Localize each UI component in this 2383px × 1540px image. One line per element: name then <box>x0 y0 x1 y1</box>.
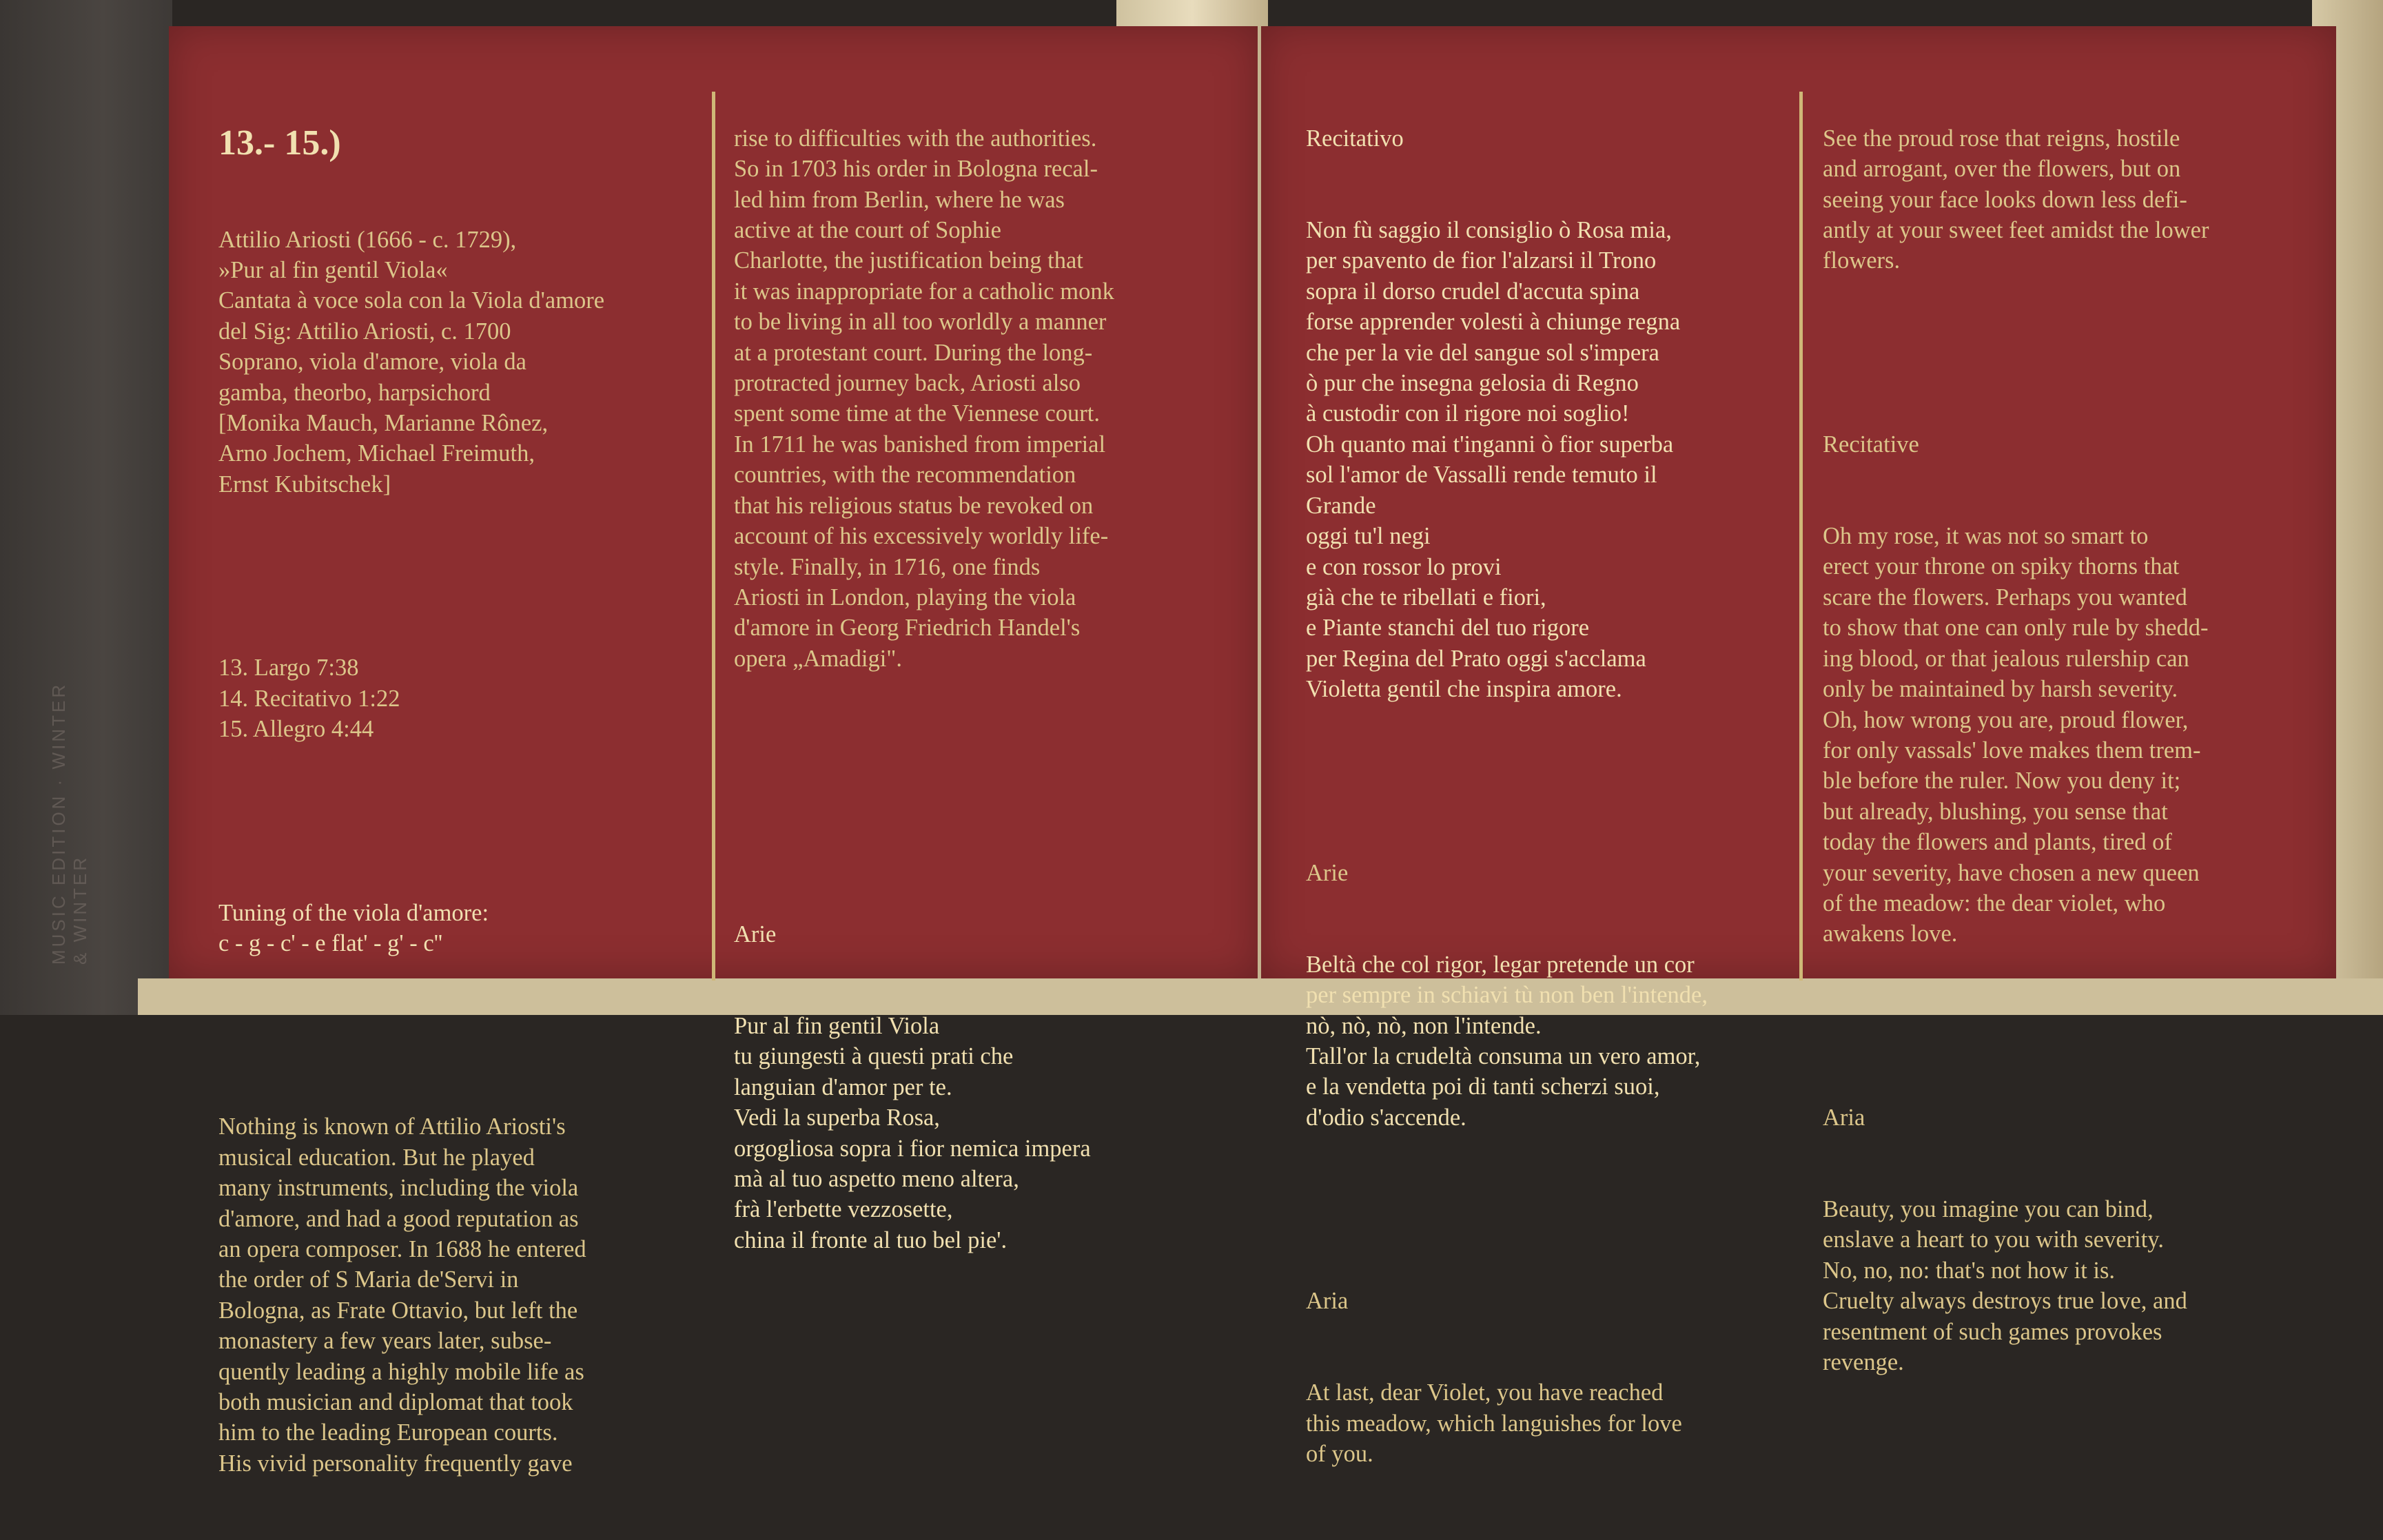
text-line: frà l'erbette vezzosette, <box>734 1196 953 1223</box>
text-line: nò, nò, nò, non l'intende. <box>1306 1012 1542 1039</box>
text-line: gamba, theorbo, harpsichord <box>218 379 491 406</box>
text-line: 14. Recitativo 1:22 <box>218 685 400 712</box>
text-line: protracted journey back, Ariosti also <box>734 370 1081 397</box>
text-line: d'amore in Georg Friedrich Handel's <box>734 615 1081 641</box>
text-line: Charlotte, the justification being that <box>734 247 1083 274</box>
text-line: today the flowers and plants, tired of <box>1823 829 2172 856</box>
text-line: Ernst Kubitschek] <box>218 471 391 497</box>
text-line: him to the leading European courts. <box>218 1419 558 1446</box>
booklet-right-page <box>1261 26 2336 1468</box>
text-line: Beauty, you imagine you can bind, <box>1823 1196 2154 1222</box>
column-divider <box>712 92 715 981</box>
arie-lyrics <box>734 1011 1114 1255</box>
text-line: Violetta gentil che inspira amore. <box>1306 676 1622 703</box>
text-line: active at the court of Sophie <box>734 217 1001 244</box>
aria-heading: Aria <box>1306 1288 1349 1315</box>
text-line: enslave a heart to you with severity. <box>1823 1226 2164 1253</box>
track-range-heading: 13.- 15.) <box>218 123 341 163</box>
text-line: d'amore, and had a good reputation as <box>218 1205 579 1232</box>
text-line: At last, dear Violet, you have reached <box>1306 1379 1664 1406</box>
text-line: e con rossor lo provi <box>1306 553 1502 580</box>
text-line: à custodir con il rigore noi soglio! <box>1306 400 1630 427</box>
text-line: spent some time at the Viennese court. <box>734 400 1100 427</box>
text-line: Oh quanto mai t'inganni ò fior superba <box>1306 431 1674 458</box>
text-line: it was inappropriate for a catholic monk <box>734 278 1114 305</box>
text-line: Nothing is known of Attilio Ariosti's <box>218 1113 566 1140</box>
text-line: e la vendetta poi di tanti scherzi suoi, <box>1306 1074 1660 1100</box>
text-line: this meadow, which languishes for love <box>1306 1410 1682 1437</box>
column-4 <box>1823 62 2209 1439</box>
text-line: countries, with the recommendation <box>734 462 1076 489</box>
tuning-block <box>218 898 604 959</box>
text-line: seeing your face looks down less defi- <box>1823 186 2187 213</box>
text-line: erect your throne on spiky thorns that <box>1823 553 2180 580</box>
text-line: for only vassals' love makes them trem- <box>1823 737 2201 763</box>
text-line: »Pur al fin gentil Viola« <box>218 257 448 284</box>
text-line: antly at your sweet feet amidst the lower <box>1823 217 2209 244</box>
text-line: forse apprender volesti à chiunge regna <box>1306 309 1681 336</box>
recitativo-lyrics <box>1306 215 1708 705</box>
text-line: your severity, have chosen a new queen <box>1823 859 2200 886</box>
text-line: monastery a few years later, subse- <box>218 1328 552 1355</box>
work-info-block <box>218 225 604 500</box>
text-line: an opera composer. In 1688 he entered <box>218 1235 586 1262</box>
text-line: quently leading a highly mobile life as <box>218 1358 584 1385</box>
text-line: Vedi la superba Rosa, <box>734 1105 940 1131</box>
text-line: His vivid personality frequently gave <box>218 1450 573 1477</box>
text-line: revenge. <box>1823 1349 1904 1376</box>
text-line: scare the flowers. Perhaps you wanted <box>1823 584 2187 610</box>
text-line: In 1711 he was banished from imperial <box>734 431 1106 458</box>
arie-lyrics <box>1306 949 1708 1133</box>
translation-intro <box>1823 123 2209 276</box>
text-line: per sempre in schiavi tù non ben l'intende, <box>1306 982 1708 1009</box>
text-line: e Piante stanchi del tuo rigore <box>1306 615 1590 641</box>
text-line: Tuning of the viola d'amore: <box>218 899 489 926</box>
column-divider <box>1799 92 1803 981</box>
binder-left-panel <box>0 0 172 1015</box>
text-line: both musician and diplomat that took <box>218 1389 573 1416</box>
text-line: many instruments, including the viola <box>218 1175 579 1202</box>
text-line: tu giungesti à questi prati che <box>734 1043 1014 1070</box>
text-line: at a protestant court. During the long- <box>734 339 1093 366</box>
text-line: ble before the ruler. Now you deny it; <box>1823 768 2181 794</box>
text-line: 13. Largo 7:38 <box>218 655 359 681</box>
text-line: sopra il dorso crudel d'accuta spina <box>1306 278 1640 305</box>
aria-translation <box>1306 1377 1708 1469</box>
text-line: ò pur che insegna gelosia di Regno <box>1306 370 1639 397</box>
text-line: Grande <box>1306 492 1376 519</box>
text-line: musical education. But he played <box>218 1144 535 1171</box>
text-line: orgogliosa sopra i fior nemica impera <box>734 1135 1091 1162</box>
text-line: Non fù saggio il consiglio ò Rosa mia, <box>1306 217 1672 244</box>
text-line: [Monika Mauch, Marianne Rônez, <box>218 410 549 437</box>
text-line: oggi tu'l negi <box>1306 523 1431 550</box>
text-line: mà al tuo aspetto meno altera, <box>734 1166 1019 1192</box>
column-1 <box>218 62 604 1540</box>
text-line: d'odio s'accende. <box>1306 1104 1466 1131</box>
recitative-heading: Recitative <box>1823 431 1919 458</box>
column-3 <box>1306 62 1708 1530</box>
text-line: only be maintained by harsh severity. <box>1823 676 2178 703</box>
text-line: Beltà che col rigor, legar pretende un cor <box>1306 951 1695 978</box>
text-line: per spavento de fior l'alzarsi il Trono <box>1306 247 1657 274</box>
text-line: Cantata à voce sola con la Viola d'amore <box>218 287 605 314</box>
recitativo-heading: Recitativo <box>1306 125 1404 152</box>
column-2 <box>734 62 1114 1317</box>
text-line: Pur al fin gentil Viola <box>734 1012 940 1039</box>
text-line: ing blood, or that jealous rulership can <box>1823 645 2189 672</box>
text-line: to be living in all too worldly a manner <box>734 309 1107 336</box>
text-line: Soprano, viola d'amore, viola da <box>218 349 526 376</box>
spine-label: MUSIC EDITION · WINTER & WINTER <box>48 681 90 965</box>
text-line: and arrogant, over the flowers, but on <box>1823 156 2181 183</box>
text-line: See the proud rose that reigns, hostile <box>1823 125 2180 152</box>
text-line: del Sig: Attilio Ariosti, c. 1700 <box>218 318 511 345</box>
text-line: china il fronte al tuo bel pie'. <box>734 1226 1008 1253</box>
text-line: the order of S Maria de'Servi in <box>218 1266 519 1293</box>
text-line: rise to difficulties with the authorities. <box>734 125 1097 152</box>
arie-heading: Arie <box>1306 859 1349 886</box>
text-line: account of his excessively worldly life- <box>734 523 1109 550</box>
text-line: Tall'or la crudeltà consuma un vero amor, <box>1306 1043 1701 1069</box>
text-line: già che te ribellati e fiori, <box>1306 584 1546 610</box>
text-line: of the meadow: the dear violet, who <box>1823 890 2166 916</box>
text-line: but already, blushing, you sense that <box>1823 798 2168 825</box>
text-line: Cruelty always destroys true love, and <box>1823 1288 2187 1315</box>
arie-heading: Arie <box>734 921 777 947</box>
text-line: opera „Amadigi". <box>734 645 902 672</box>
text-line: of you. <box>1306 1441 1373 1468</box>
aria-heading: Aria <box>1823 1104 1865 1131</box>
text-line: Oh, how wrong you are, proud flower, <box>1823 706 2189 733</box>
text-line: So in 1703 his order in Bologna recal- <box>734 156 1098 183</box>
text-line: per Regina del Prato oggi s'acclama <box>1306 645 1646 672</box>
text-line: No, no, no: that's not how it is. <box>1823 1257 2116 1284</box>
track-list <box>218 653 604 744</box>
text-line: Oh my rose, it was not so smart to <box>1823 523 2149 550</box>
recitative-translation <box>1823 521 2209 949</box>
text-line: sol l'amor de Vassalli rende temuto il <box>1306 462 1657 489</box>
text-line: Attilio Ariosti (1666 - c. 1729), <box>218 226 517 253</box>
text-line: that his religious status be revoked on <box>734 492 1094 519</box>
text-line: resentment of such games provokes <box>1823 1318 2162 1345</box>
biography-text <box>218 1111 604 1479</box>
text-line: che per la vie del sangue sol s'impera <box>1306 339 1659 366</box>
text-line: 15. Allegro 4:44 <box>218 716 374 743</box>
text-line: Ariosti in London, playing the viola <box>734 584 1076 610</box>
aria-translation <box>1823 1194 2209 1377</box>
text-line: Bologna, as Frate Ottavio, but left the <box>218 1297 578 1324</box>
text-line: led him from Berlin, where he was <box>734 186 1065 213</box>
text-line: Arno Jochem, Michael Freimuth, <box>218 440 535 467</box>
booklet-left-page <box>169 26 1258 1477</box>
text-line: to show that one can only rule by shedd- <box>1823 615 2209 641</box>
text-line: languian d'amor per te. <box>734 1074 952 1100</box>
text-line: awakens love. <box>1823 921 1958 947</box>
text-line: c - g - c' - e flat' - g' - c'' <box>218 930 443 956</box>
text-line: style. Finally, in 1716, one finds <box>734 553 1041 580</box>
text-line: flowers. <box>1823 247 1901 274</box>
biography-text-continued <box>734 123 1114 674</box>
